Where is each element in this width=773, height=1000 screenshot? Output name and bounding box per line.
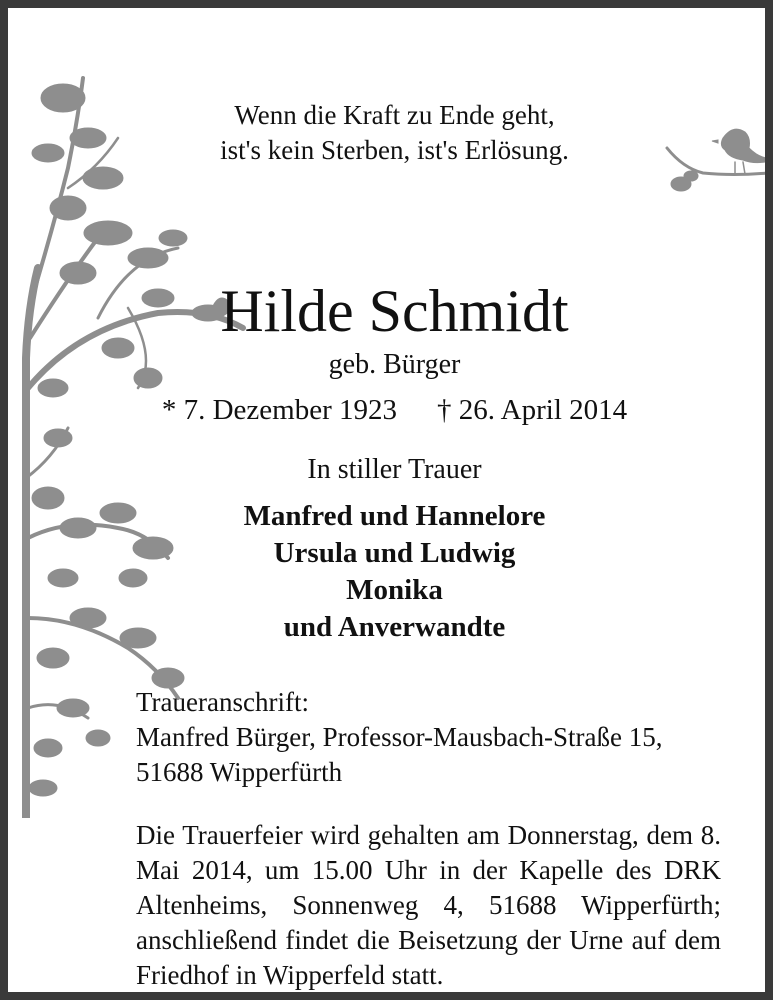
mourners-list (8, 498, 773, 646)
death-date: † 26. April 2014 (437, 394, 628, 426)
life-dates (8, 392, 773, 428)
birth-date: * 7. Dezember 1923 (161, 394, 398, 426)
mourner-entry: Manfred und Hannelore (243, 500, 546, 532)
quote-line-1: Wenn die Kraft zu Ende geht, (234, 100, 555, 130)
address-line-2: 51688 Wipperfürth (136, 757, 343, 787)
mourning-line: In stiller Trauer (307, 454, 482, 485)
mourning-address (136, 685, 721, 790)
address-label: Traueranschrift: (136, 687, 309, 717)
quote-line-2: ist's kein Sterben, ist's Erlösung. (220, 135, 569, 165)
deceased-name: Hilde Schmidt (220, 278, 569, 344)
birth-name: geb. Bürger (328, 349, 461, 380)
mourner-entry: Monika (346, 574, 443, 606)
quote (8, 98, 773, 168)
mourner-entry: und Anverwandte (283, 611, 506, 643)
address-line-1: Manfred Bürger, Professor-Mausbach-Straße 15, (136, 722, 663, 752)
mourner-entry: Ursula und Ludwig (273, 537, 516, 569)
ceremony-info: Die Trauerfeier wird gehalten am Donnerstag, dem 8. Mai 2014, um 15.00 Uhr in der Kapelle des DRK Altenheims, Sonnenweg 4, 51688 Wipperfürth; anschließend findet die Beisetzung der Urne auf dem Friedhof in Wipperfeld statt. (136, 820, 721, 990)
